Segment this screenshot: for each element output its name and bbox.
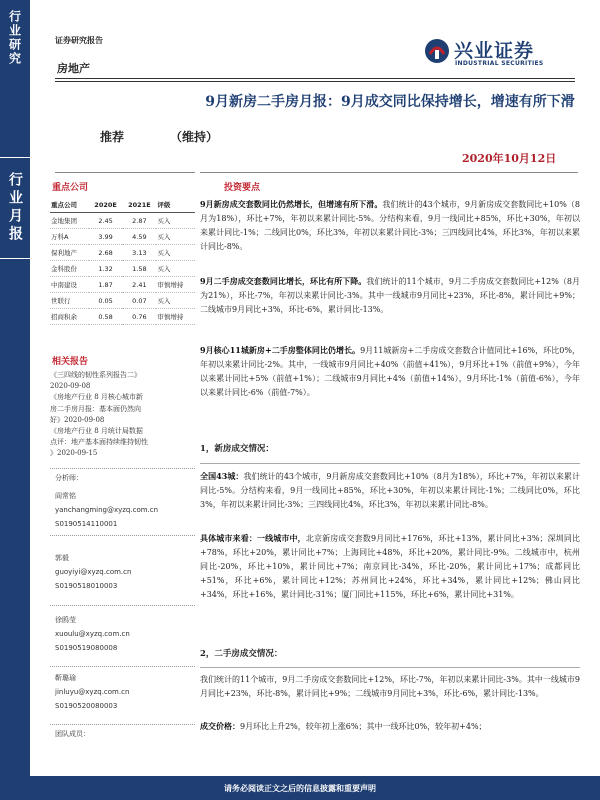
table-row — [50, 261, 195, 277]
related-line[interactable]: 《房地产行业 8 月核心城市新 — [50, 393, 143, 402]
company-name: 金科股份 — [50, 261, 89, 277]
company-rating: 买入 — [156, 293, 195, 309]
company-rating: 买入 — [156, 245, 195, 261]
company-name: 万科A — [50, 229, 89, 245]
section-rule — [55, 172, 195, 173]
analyst-card — [55, 613, 195, 655]
header-rule — [55, 78, 575, 79]
eps-value: 0.07 — [122, 293, 156, 309]
table-row — [50, 229, 195, 245]
logo-subtext: INDUSTRIAL SECURITIES — [455, 60, 544, 67]
analyst-card — [55, 551, 195, 593]
body-paragraph — [200, 532, 580, 602]
related-line[interactable]: 点评：地产基本面持续维持韧性 — [50, 438, 148, 447]
section-title: 2，二手房成交情况： — [200, 649, 283, 659]
analyst-divider — [50, 535, 195, 537]
analyst-name: 徐鸥莹 — [55, 616, 76, 624]
analyst-name: 阎常铭 — [55, 492, 76, 500]
analyst-email[interactable]: jinluyu@xyzq.com.cn — [55, 688, 130, 696]
sidebar-report-kind: 行业月报 — [7, 172, 23, 244]
eps-value: 4.59 — [122, 229, 156, 245]
company-rating: 审慎增持 — [156, 277, 195, 293]
sidebar-divider — [0, 258, 30, 259]
highlight-paragraph — [200, 275, 580, 317]
rating-label: 推荐 — [100, 130, 125, 144]
paragraph-lead: 9月二手房成交套数同比增长，环比有所下降。 — [200, 276, 367, 286]
analyst-divider — [50, 724, 195, 726]
company-rating: 买入 — [156, 213, 195, 229]
analyst-name: 靳璐瑜 — [55, 674, 76, 682]
related-line[interactable]: 《三四线的韧性系列报告二》 — [50, 371, 141, 379]
analyst-id: S0190520080003 — [55, 702, 118, 710]
paragraph-text: 北京新房成交套数9月同比+176%，环比+13%，累计同比+3%；深圳同比+78%，环比+20%，累计同比+7%；上海同比+48%，环比+20%，累计同比-9%。二线城市中，杭州同比-20%，环比+10%，累计同比+7%；南京同比-34%，环比-20%，累计同比+17%；成都同比+51%，环比+6%，累计同比+12%；苏州同比+24%，环比+34%，累计同比+12%；佛山同比+34%，环比+16%，累计同比-31%；厦门同比+115%，环比+6%，累计同比+31%。 — [200, 534, 581, 599]
company-logo — [424, 36, 584, 74]
eps-value: 2.41 — [122, 277, 156, 293]
paragraph-lead: 9月新房成交套数同比仍然增长，但增速有所下滑。 — [200, 199, 383, 209]
paragraph-text: 我们统计的11个城市，9月二手房成交套数同比+12%，环比-7%，年初以来累计同比-3%。其中一线城市9月同比+23%，环比-8%，累计同比+9%；二线城市9月同比+3%，环比-6%，累计同比-13%。 — [200, 675, 580, 698]
table-row — [50, 309, 195, 325]
column-header: 2020E — [89, 197, 123, 213]
sidebar-divider — [0, 157, 30, 158]
highlight-paragraph — [200, 198, 580, 254]
report-title: 9月新房二手房月报：9月成交同比保持增长，增速有所下滑 — [205, 94, 575, 110]
eps-value: 0.05 — [89, 293, 123, 309]
sector-name: 房地产 — [57, 62, 90, 75]
analyst-divider — [50, 605, 195, 607]
table-row — [50, 245, 195, 261]
related-heading: 相关报告 — [52, 357, 89, 367]
paragraph-text: 我们统计的43个城市，9月新房成交套数同比+10%（8月为18%），环比+7%，年初以来累计同比-5%。分结构来看，9月一线同比+85%，环比+30%，年初以来累计同比-1%；二线同比0%，环比3%，年初以来累计同比-3%；三四线同比4%，环比3%，年初以来累计同比-8%。 — [200, 472, 580, 509]
eps-value: 3.99 — [89, 229, 123, 245]
related-line[interactable]: 《房地产行业 8 月统计局数据 — [50, 427, 143, 436]
body-paragraph — [200, 673, 580, 701]
related-reports — [50, 370, 195, 460]
paragraph-text: 9月环比上升2%，较年初上涨6%；其中一线环比0%，较年初+4%； — [240, 722, 487, 731]
table-row — [50, 213, 195, 229]
paragraph-lead: 成交价格： — [200, 721, 240, 731]
analyst-id: S0190519080008 — [55, 644, 118, 652]
company-rating: 审慎增持 — [156, 309, 195, 325]
analyst-email[interactable]: guoyiyi@xyzq.com.cn — [55, 568, 132, 576]
analyst-card — [55, 671, 195, 713]
body-paragraph — [200, 470, 580, 512]
company-rating: 买入 — [156, 229, 195, 245]
eps-value: 1.58 — [122, 261, 156, 277]
eps-value: 1.32 — [89, 261, 123, 277]
section-rule — [200, 172, 578, 173]
section-underline — [200, 463, 580, 464]
eps-value: 2.45 — [89, 213, 123, 229]
key-companies-table — [50, 197, 195, 325]
column-header: 评级 — [156, 197, 195, 213]
analyst-card — [55, 489, 195, 531]
company-name: 金地集团 — [50, 213, 89, 229]
analyst-id: S0190514110001 — [55, 520, 118, 528]
company-rating: 买入 — [156, 261, 195, 277]
section-underline — [200, 667, 580, 668]
analyst-heading: 分析师： — [55, 474, 83, 482]
paragraph-lead: 9月核心11城新房+二手房整体同比仍增长。 — [200, 345, 361, 355]
company-name: 招商积余 — [50, 309, 89, 325]
paragraph-text: 我们统计的43个城市，9月新房成交套数同比+10%（8月为18%），环比+7%，年初以来累计同比-5%。分结构来看，9月一线同比+85%，环比+30%，年初以来累计同比-1%；二线同比0%，环比3%，年初以来累计同比-3%；三四线同比4%，环比3%，年初以来累计同比-8%。 — [200, 200, 580, 251]
related-line: 》2020-09-15 — [50, 449, 98, 458]
paragraph-text: 9月11城新房+二手房成交套数合计值同比+16%，环比0%，年初以来累计同比-2%。其中，一线城市9月同比+40%（前值+41%），9月环比+1%（前值+9%），今年以来累计同比+5%（前值+1%）；二线城市9月同比+4%（前值+14%），9月环比-1%（前值-6%），今年以来累计同比-6%（前值-7%）。 — [200, 346, 580, 397]
related-line[interactable]: 房二手房月报：基本面仍然向 — [50, 404, 141, 413]
team-members-label: 团队成员： — [55, 730, 90, 738]
paragraph-lead: 全国43城： — [200, 471, 244, 481]
analyst-divider — [50, 666, 195, 668]
header-rule — [55, 81, 575, 82]
company-name: 保利地产 — [50, 245, 89, 261]
analyst-divider — [50, 468, 195, 470]
company-name: 中南建设 — [50, 277, 89, 293]
eps-value: 2.68 — [89, 245, 123, 261]
analyst-id: S0190518010003 — [55, 582, 118, 590]
table-header-row — [50, 197, 195, 213]
analyst-name: 郭毅 — [55, 554, 69, 562]
table-row — [50, 293, 195, 309]
company-name: 世联行 — [50, 293, 89, 309]
companies-heading: 重点公司 — [52, 183, 89, 193]
section-title: 1，新房成交情况： — [200, 444, 274, 454]
sidebar-band — [0, 0, 30, 800]
footer-disclaimer: 请务必阅读正文之后的信息披露和重要声明 — [224, 783, 376, 793]
rating-status: （维持） — [170, 130, 219, 144]
eps-value: 0.58 — [89, 309, 123, 325]
paragraph-lead: 具体城市来看：一线城市中， — [200, 533, 306, 543]
eps-value: 0.76 — [122, 309, 156, 325]
logo-text: 兴业证券 — [454, 40, 535, 62]
report-label: 证券研究报告 — [55, 35, 103, 45]
analyst-email[interactable]: yanchangming@xyzq.com.cn — [55, 506, 159, 514]
eps-value: 3.13 — [122, 245, 156, 261]
logo-mark-icon — [424, 38, 450, 64]
column-header: 重点公司 — [50, 197, 89, 213]
highlight-paragraph — [200, 344, 580, 400]
highlights-heading: 投资要点 — [224, 183, 261, 193]
analyst-email[interactable]: xuoulu@xyzq.com.cn — [55, 630, 130, 638]
paragraph-text: 我们统计的11个城市，9月二手房成交套数同比+12%（8月为21%），环比-7%，年初以来累计同比-3%。其中一线城市9月同比+23%，环比-8%，累计同比+9%；二线城市9月同比+3%，环比-6%，累计同比-13%。 — [200, 277, 580, 314]
eps-value: 2.87 — [122, 213, 156, 229]
sidebar-report-type: 行业研究 — [7, 9, 22, 66]
column-header: 2021E — [122, 197, 156, 213]
table-row — [50, 277, 195, 293]
report-date: 2020年10月12日 — [462, 152, 557, 165]
body-paragraph — [200, 720, 580, 734]
eps-value: 1.87 — [89, 277, 123, 293]
related-line[interactable]: 好》2020-09-08 — [50, 415, 105, 424]
related-line: 2020-09-08 — [50, 382, 91, 391]
